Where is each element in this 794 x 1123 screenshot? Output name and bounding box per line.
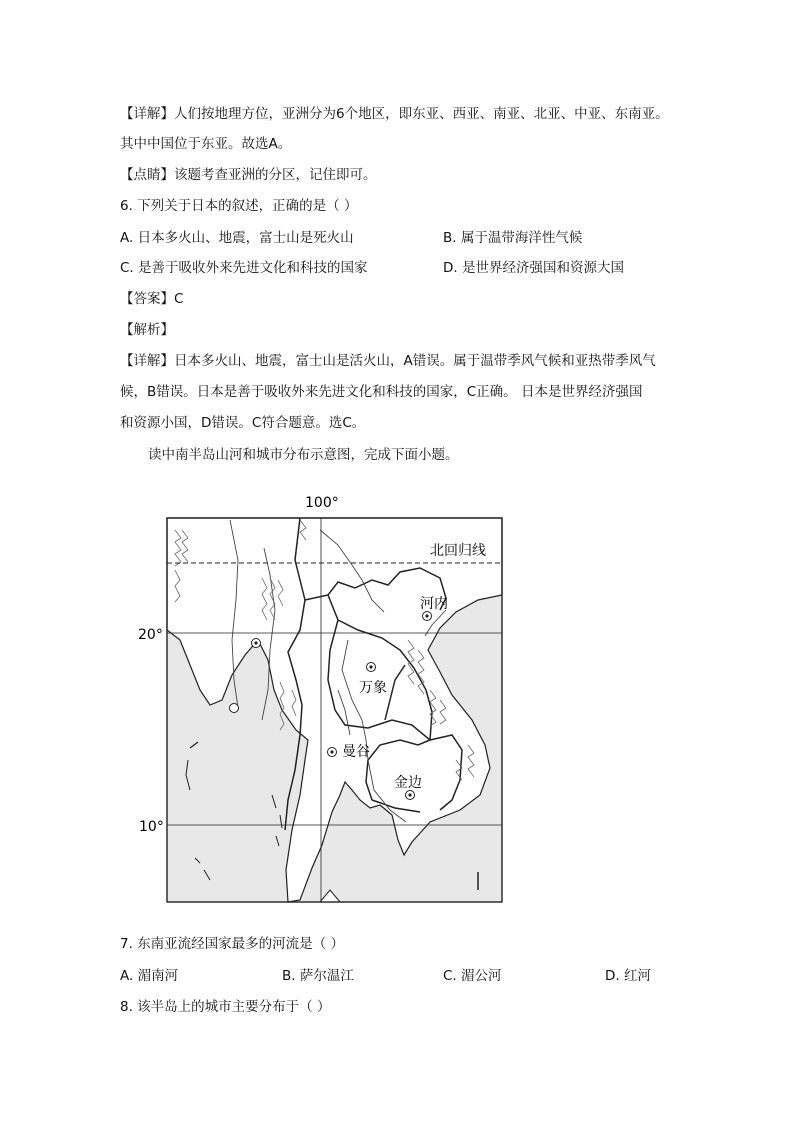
longitude-label: 100° xyxy=(305,495,339,511)
analysis-line-1: 【详解】日本多火山、地震，富士山是活火山，A错误。属于温带季风气候和亚热带季风气 xyxy=(120,353,656,369)
analysis-line-2: 候，B错误。日本是善于吸收外来先进文化和科技的国家，C正确。 日本是世界经济强国 xyxy=(120,384,643,400)
answer: 【答案】C xyxy=(120,291,184,307)
option-7d: D. 红河 xyxy=(605,968,651,984)
paragraph-comment: 【点睛】该题考查亚洲的分区，记住即可。 xyxy=(120,167,377,183)
option-6c: C. 是善于吸收外来先进文化和科技的国家 xyxy=(120,260,368,276)
city-label-vientiane: 万象 xyxy=(359,680,387,696)
latitude-20-label: 20° xyxy=(138,627,163,643)
option-7b: B. 萨尔温江 xyxy=(282,968,354,984)
option-7c: C. 湄公河 xyxy=(443,968,502,984)
question-6: 6. 下列关于日本的叙述，正确的是（ ） xyxy=(120,198,358,214)
paragraph-explanation-1: 【详解】人们按地理方位，亚洲分为6个地区，即东亚、西亚、南亚、北亚、中亚、东南亚。 xyxy=(120,106,669,122)
option-7a: A. 湄南河 xyxy=(120,968,179,984)
latitude-10-label: 10° xyxy=(139,819,164,835)
option-6d: D. 是世界经济强国和资源大国 xyxy=(443,260,624,276)
analysis-heading: 【解析】 xyxy=(120,322,174,338)
analysis-line-3: 和资源小国，D错误。C符合题意。选C。 xyxy=(120,415,366,431)
city-marker-yangon xyxy=(230,704,239,713)
question-8: 8. 该半岛上的城市主要分布于（ ） xyxy=(120,999,331,1015)
city-label-phnompenh: 金边 xyxy=(394,775,422,791)
paragraph-explanation-2: 其中中国位于东亚。故选A。 xyxy=(120,136,292,152)
tropic-label: 北回归线 xyxy=(430,543,486,559)
option-6b: B. 属于温带海洋性气候 xyxy=(443,230,583,246)
city-label-hanoi: 河内 xyxy=(420,596,448,612)
map-intro: 读中南半岛山河和城市分布示意图，完成下面小题。 xyxy=(148,447,459,463)
question-7: 7. 东南亚流经国家最多的河流是（ ） xyxy=(120,936,344,952)
option-6a: A. 日本多火山、地震，富士山是死火山 xyxy=(120,230,354,246)
city-label-bangkok: 曼谷 xyxy=(342,744,370,760)
